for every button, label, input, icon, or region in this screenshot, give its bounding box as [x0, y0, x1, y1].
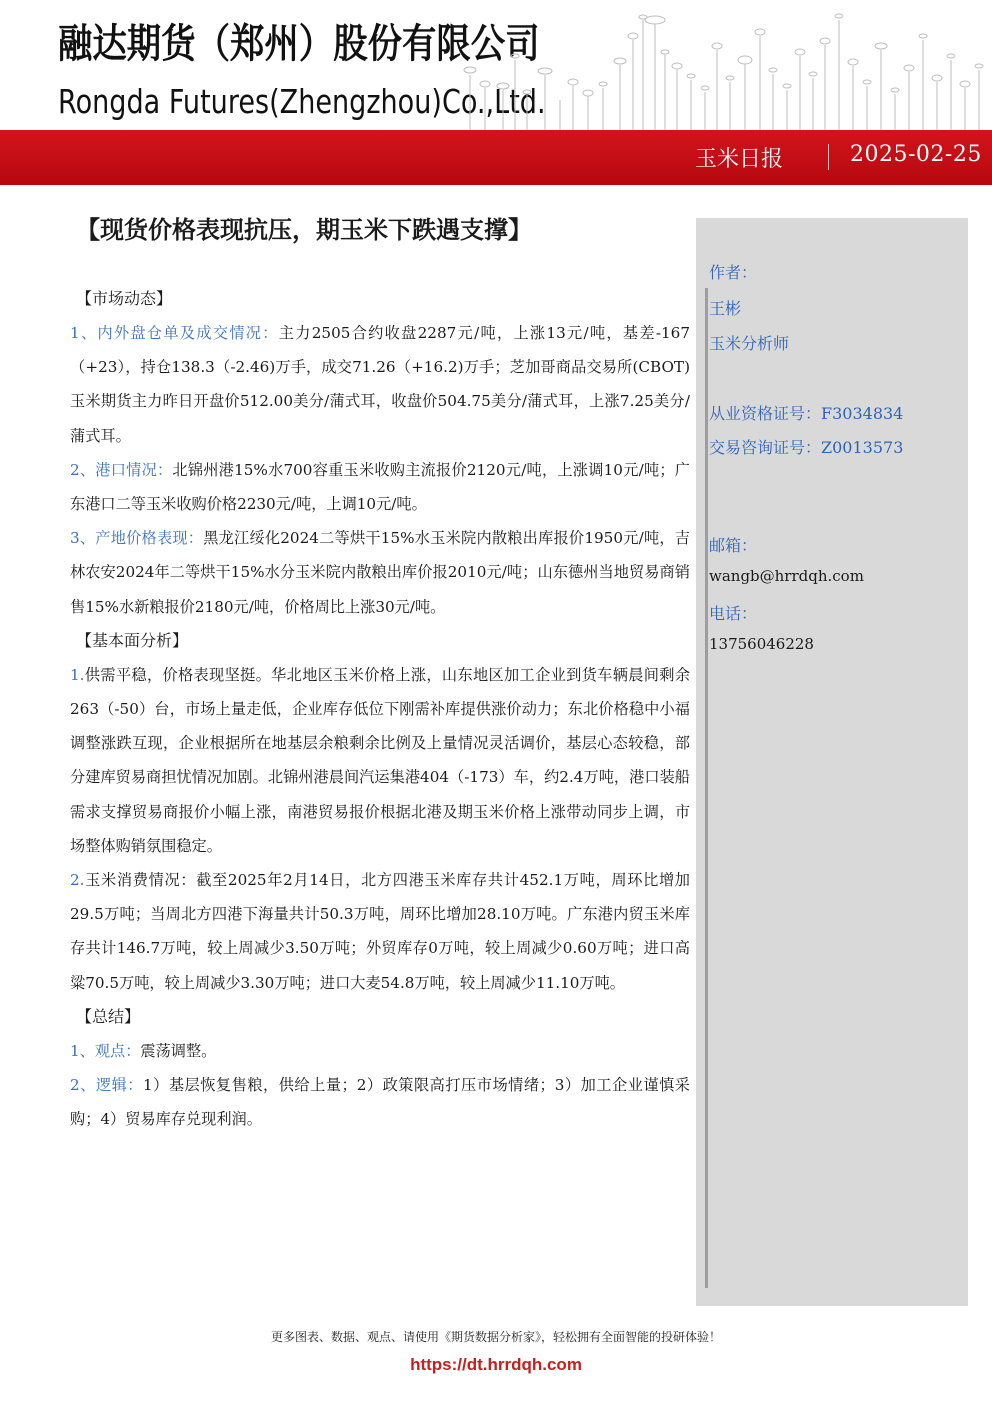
market-item-3: 3、产地价格表现：黑龙江绥化2024二等烘干15%水玉米院内散粮出库报价1950元/吨，吉林农安2024年二等烘干15%水分玉米院内散粮出库价报2010元/吨；山东德州当地贸易商销售15%水新粮报价2180元/吨，价格周比上涨30元/吨。 — [70, 529, 690, 616]
fundamental-item-1: 1.供需平稳，价格表现坚挺。华北地区玉米价格上涨，山东地区加工企业到货车辆晨间剩余263（-50）台，市场上量走低，企业库存低位下刚需补库提供涨价动力；东北价格稳中小福调整涨跌互现，企业根据所在地基层余粮剩余比例及上量情况灵活调价，基层心态较稳，部分建库贸易商担忧情况加剧。北锦州港晨间汽运集港404（-173）车，约2.4万吨，港口装船需求支撑贸易商报价小幅上涨，南港贸易报价根据北港及期玉米价格上涨带动同步上调，市场整体购销氛围稳定。 — [70, 665, 690, 855]
section-heading-market: 【市场动态】 — [76, 289, 173, 308]
company-name-en: Rongda Futures(Zhengzhou)Co.,Ltd. — [58, 82, 546, 121]
email-address: wangb@hrrdqh.com — [709, 567, 864, 585]
market-item-2: 2、港口情况：北锦州港15%水700容重玉米收购主流报价2120元/吨，上涨调10元/吨；广东港口二等玉米收购价格2230元/吨，上调10元/吨。 — [70, 460, 690, 514]
report-header — [0, 0, 992, 130]
footer-url[interactable]: https://dt.hrrdqh.com — [410, 1355, 582, 1374]
summary-item-1: 1、观点：震荡调整。 — [70, 1041, 217, 1060]
banner-separator — [828, 144, 829, 170]
report-banner — [0, 130, 992, 185]
report-type: 玉米日报 — [695, 147, 784, 172]
consult-number: 交易咨询证号：Z0013573 — [709, 438, 904, 457]
section-heading-summary: 【总结】 — [76, 1006, 141, 1026]
section-heading-fundamental: 【基本面分析】 — [76, 630, 189, 650]
certificate-number: 从业资格证号：F3034834 — [709, 404, 904, 423]
email-label: 邮箱： — [709, 536, 758, 555]
phone-number: 13756046228 — [709, 635, 814, 653]
phone-label: 电话： — [709, 604, 758, 623]
author-title: 玉米分析师 — [709, 334, 790, 353]
footer-note: 更多图表、数据、观点、请使用《期货数据分析家》，轻松拥有全面智能的投研体验！ — [270, 1330, 721, 1344]
header-decoration — [455, 0, 992, 130]
company-name-cn: 融达期货（郑州）股份有限公司 — [58, 21, 540, 67]
sidebar-rule — [705, 288, 708, 1288]
author-name: 王彬 — [709, 299, 742, 318]
market-item-1: 1、内外盘仓单及成交情况：主力2505合约收盘2287元/吨，上涨13元/吨，基差-167（+23），持仓138.3（-2.46)万手，成交71.26（+16.2)万手；芝加哥商品交易所(CBOT)玉米期货主力昨日开盘价512.00美分/蒲式耳，收盘价504.75美分/蒲式耳，上涨7.25美分/蒲式耳。 — [70, 324, 690, 445]
author-label: 作者： — [709, 263, 758, 282]
report-date: 2025-02-25 — [850, 142, 982, 167]
summary-item-2: 2、逻辑：1）基层恢复售粮，供给上量；2）政策限高打压市场情绪；3）加工企业谨慎采购；4）贸易库存兑现利润。 — [70, 1076, 690, 1129]
author-sidebar — [696, 218, 968, 1306]
report-title: 【现货价格表现抗压，期玉米下跌遇支撑】 — [76, 215, 532, 244]
fundamental-item-2: 2.玉米消费情况：截至2025年2月14日，北方四港玉米库存共计452.1万吨，周环比增加29.5万吨；当周北方四港下海量共计50.3万吨，周环比增加28.10万吨。广东港内贸玉米库存共计146.7万吨，较上周减少3.50万吨；外贸库存0万吨，较上周减少0.60万吨；进口高粱70.5万吨，较上周减少3.30万吨；进口大麦54.8万吨，较上周减少11.10万吨。 — [70, 871, 690, 992]
